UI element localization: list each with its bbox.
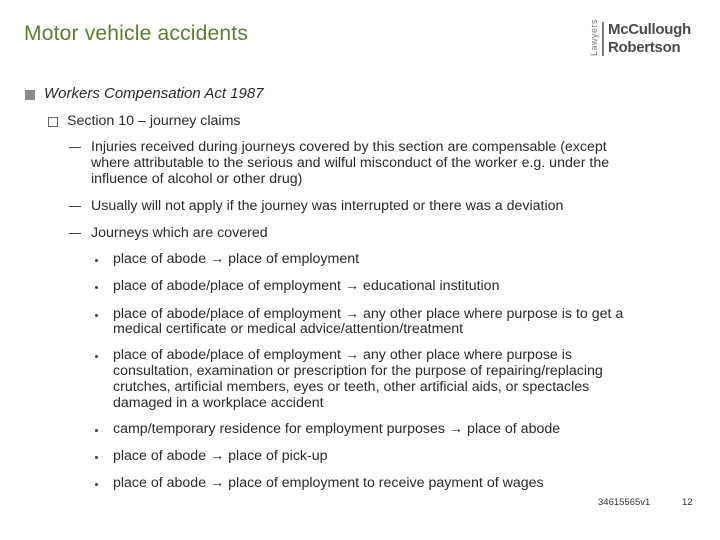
dot-bullet-icon (95, 355, 98, 358)
logo-divider (602, 22, 604, 56)
dot-bullet-icon (95, 314, 98, 317)
level3-item-1-line-3: influence of alcohol or other drug) (91, 171, 303, 187)
logo-line-1: McCullough (608, 21, 691, 38)
bullet-7-line-1: place of abode → place of employment to receive payment of wages (113, 475, 544, 491)
bullet-4-line-1: place of abode/place of employment → any other place where purpose is (113, 347, 573, 363)
level3-item-3-line-1: Journeys which are covered (91, 225, 268, 241)
level1-heading: Workers Compensation Act 1987 (44, 85, 264, 102)
dot-bullet-icon (95, 483, 98, 486)
dot-bullet-icon (95, 429, 98, 432)
level3-item-2-line-1: Usually will not apply if the journey was interrupted or there was a deviation (91, 198, 564, 214)
bullet-4-line-2: consultation, examination or prescription for the purpose of repairing/replacing (113, 363, 603, 379)
document-id: 34615565v1 (598, 497, 651, 508)
bullet-3-line-1: place of abode/place of employment → any other place where purpose is to get a (113, 306, 624, 322)
company-logo (589, 20, 699, 60)
bullet-4-line-3: crutches, artificial members, eyes or teeth, other artificial aids, or spectacles (113, 379, 590, 395)
page-number: 12 (682, 497, 693, 508)
level3-item-1-line-1: Injuries received during journeys covered by this section are compensable (except (91, 139, 607, 155)
dot-bullet-icon (95, 259, 98, 262)
bullet-3-line-2: medical certificate or medical advice/attention/treatment (113, 321, 464, 337)
dot-bullet-icon (95, 286, 98, 289)
bullet-5-line-1: camp/temporary residence for employment purposes → place of abode (113, 421, 561, 437)
dash-bullet-icon (69, 147, 81, 148)
level2-heading: Section 10 – journey claims (67, 113, 241, 129)
bullet-2-line-1: place of abode/place of employment → educational institution (113, 278, 500, 294)
bullet-4-line-4: damaged in a workplace accident (113, 395, 324, 411)
bullet-6-line-1: place of abode → place of pick-up (113, 448, 328, 464)
dot-bullet-icon (95, 456, 98, 459)
bullet-1-line-1: place of abode → place of employment (113, 251, 360, 267)
logo-line-2: Robertson (608, 39, 681, 56)
level3-item-1-line-2: where attributable to the serious and wilful misconduct of the worker e.g. under the (91, 155, 610, 171)
dash-bullet-icon (69, 206, 81, 207)
logo-side-text: Lawyers (589, 18, 599, 56)
slide-title: Motor vehicle accidents (24, 22, 249, 45)
dash-bullet-icon (69, 233, 81, 234)
hollow-square-bullet-icon (48, 117, 58, 127)
filled-square-bullet-icon (25, 90, 35, 100)
